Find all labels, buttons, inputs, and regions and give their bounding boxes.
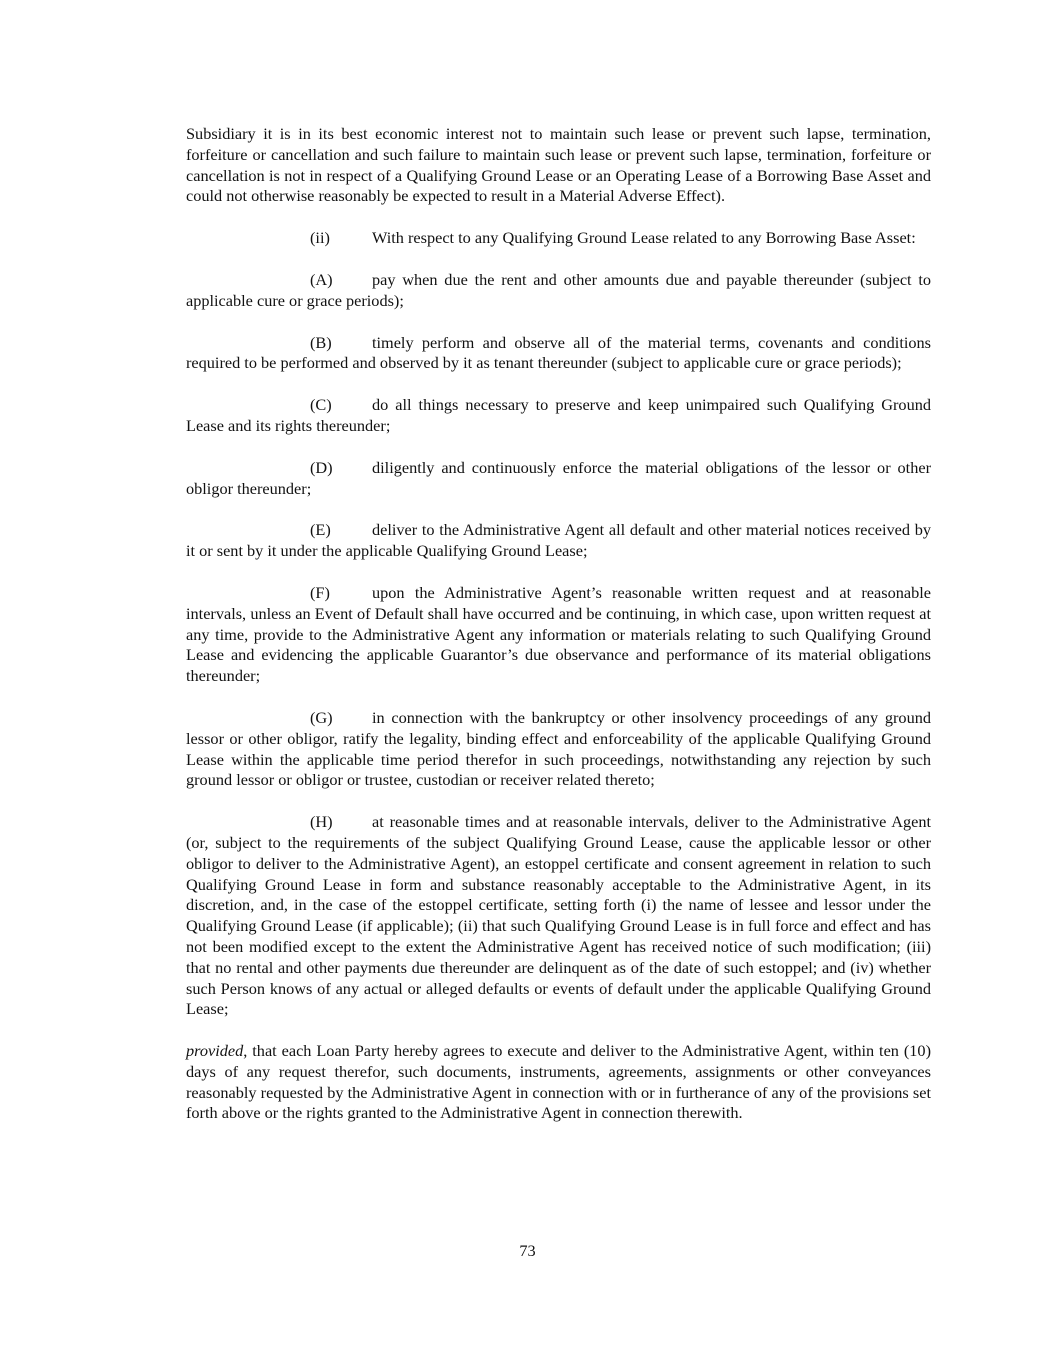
proviso-lead: provided (186, 1041, 244, 1061)
list-item-marker: (D) (310, 457, 333, 477)
list-item-text: pay when due the rent and other amounts due and payable thereunder (subject to applicable cure or grace periods); (186, 269, 931, 310)
clause-ii (186, 228, 931, 249)
list-item-text: in connection with the bankruptcy or other insolvency proceedings of any ground lessor or other obligor, ratify the legality, binding effect and enforceability of the applicable Qualifying Ground Lease within the applicable time period therefor in such proceedings, notwithstanding any rejection by such ground lessor or obligor or trustee, custodian or receiver related thereto; (186, 707, 931, 790)
list-item-g (186, 708, 931, 791)
list-item-marker: (F) (310, 582, 330, 602)
list-item-h (186, 812, 931, 1020)
list-item-text: deliver to the Administrative Agent all default and other material notices received by it or sent by it under the applicable Qualifying Ground Lease; (186, 520, 931, 561)
list-item-marker: (C) (310, 395, 332, 415)
intro-paragraph: Subsidiary it is in its best economic interest not to maintain such lease or prevent such lapse, termination, forfeiture or cancellation and such failure to maintain such lease or prevent such lapse, termination, forfeiture or cancellation is not in respect of a Qualifying Ground Lease or an Operating Lease of a Borrowing Base Asset and could not otherwise reasonably be expected to result in a Material Adverse Effect). (186, 124, 931, 206)
list-item-text: upon the Administrative Agent’s reasonable written request and at reasonable intervals, unless an Event of Default shall have occurred and be continuing, in which case, upon written request at any time, provide to the Administrative Agent any information or materials relating to such Qualifying Ground Lease and evidencing the applicable Guarantor’s due observance and performance of its material obligations thereunder; (186, 582, 931, 686)
clause-ii-marker: (ii) (310, 228, 330, 248)
list-item-text: diligently and continuously enforce the material obligations of the lessor or other obligor thereunder; (186, 457, 931, 498)
list-item-f (186, 583, 931, 687)
list-item-a (186, 270, 931, 312)
list-item-e (186, 520, 931, 562)
list-item-text: do all things necessary to preserve and keep unimpaired such Qualifying Ground Lease and its rights thereunder; (186, 395, 931, 435)
page-number: 73 (519, 1241, 536, 1260)
list-item-marker: (A) (310, 269, 333, 289)
list-item-marker: (B) (310, 332, 332, 352)
list-item-marker: (E) (310, 520, 331, 540)
proviso-text: , that each Loan Party hereby agrees to execute and deliver to the Administrative Agent, within ten (10) days of any request therefor, such documents, instruments, agreements, assignments or other conveyances reasonably requested by the Administrative Agent in connection with or in furtherance of any of the provisions set forth above or the rights granted to the Administrative Agent in connection therewith. (186, 1041, 931, 1123)
document-body (186, 124, 931, 1124)
list-item-b (186, 333, 931, 375)
list-item-c (186, 395, 931, 437)
list-item-d (186, 458, 931, 500)
list-item-marker: (H) (310, 812, 333, 832)
proviso-paragraph (186, 1041, 931, 1124)
list-item-text: timely perform and observe all of the material terms, covenants and conditions required to be performed and observed by it as tenant thereunder (subject to applicable cure or grace periods); (186, 332, 931, 373)
list-item-text: at reasonable times and at reasonable intervals, deliver to the Administrative Agent (or, subject to the requirements of the subject Qualifying Ground Lease, cause the applicable lessor or other obligor to deliver to the Administrative Agent), an estoppel certificate and consent agreement in relation to such Qualifying Ground Lease in form and substance reasonably acceptable to the Administrative Agent, in its discretion, and, in the case of the estoppel certificate, setting forth (i) the name of lessee and lessor under the Qualifying Ground Lease (if applicable); (ii) that such Qualifying Ground Lease is in full force and effect and has not been modified except to the extent the Administrative Agent has received notice of such modification; (iii) that no rental and other payments due thereunder are delinquent as of the date of such estoppel; and (iv) whether such Person knows of any actual or alleged defaults or events of default under the applicable Qualifying Ground Lease; (186, 812, 931, 1019)
list-item-marker: (G) (310, 707, 333, 727)
clause-ii-text: With respect to any Qualifying Ground Lease related to any Borrowing Base Asset: (372, 228, 916, 248)
